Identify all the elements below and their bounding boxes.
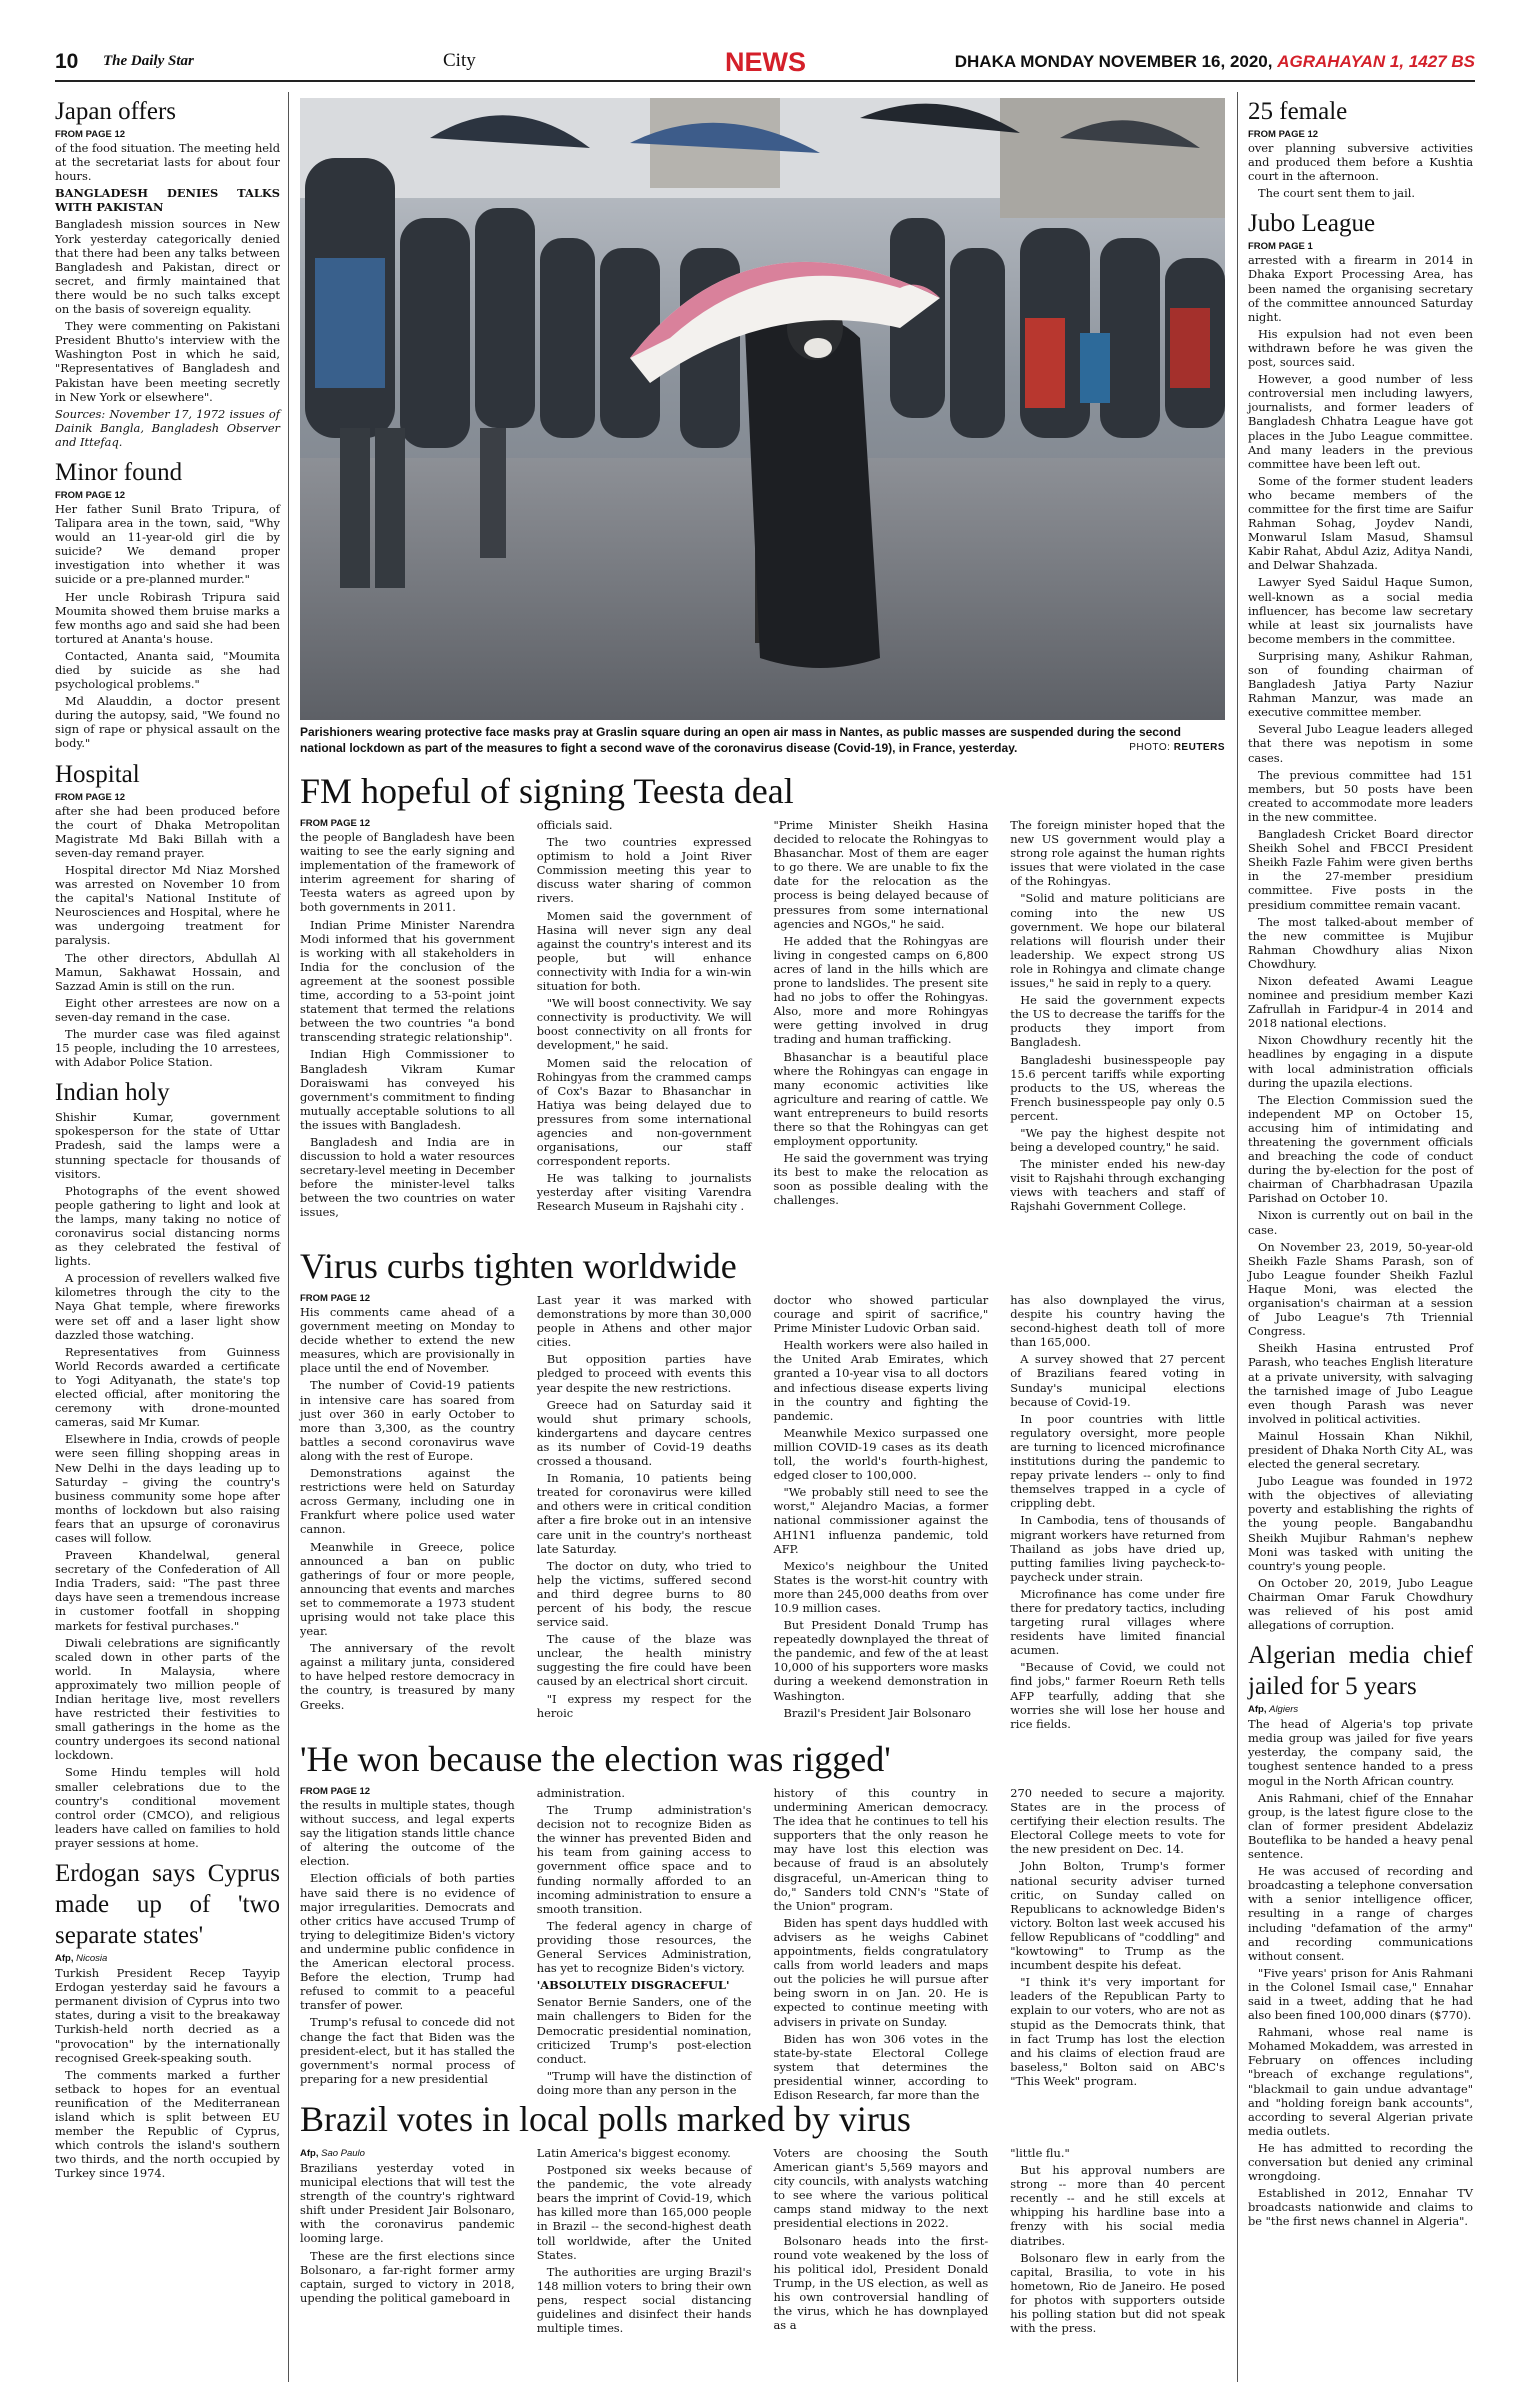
jump-label: FROM PAGE 12 xyxy=(1248,129,1319,140)
story-column xyxy=(774,2146,989,2338)
paragraph: Turkish President Recep Tayyip Erdogan yesterday said he favours a permanent division of Cyprus into two states, during a visit to the breakaway Turkish-held north decried as a "provocation" by the internationally recognised Greek-speaking south. xyxy=(55,1966,280,2065)
paragraph: "Trump will have the distinction of doing more than any person in the xyxy=(536,2068,752,2097)
paragraph: He was talking to journalists yesterday after visiting Varendra Research Museum in Rajshahi city . xyxy=(536,1171,752,1214)
paragraph: Md Alauddin, a doctor present during the autopsy, said, "We found no sign of rape or physical assault on the body." xyxy=(55,694,280,751)
newspaper-name: The Daily Star xyxy=(103,53,194,69)
paragraph: Established in 2012, Ennahar TV broadcasts nationwide and claims to be "the first news channel in Algeria". xyxy=(1248,2186,1473,2229)
paragraph: after she had been produced before the court of Dhaka Metropolitan Magistrate Md Baki Billah with a seven-day remand prayer. xyxy=(55,803,280,860)
paragraph: However, a good number of less controversial men including lawyers, journalists, and former leaders of Bangladesh Chhatra League have got places in the Jubo League committee. And many leaders in the previous committee have been left out. xyxy=(1248,372,1473,471)
story-column xyxy=(537,2146,752,2338)
paragraph: Praveen Khandelwal, general secretary of the Confederation of All India Traders, said: "The past three days have seen a tremendous increase in customer footfall in shopping markets for festival purchases." xyxy=(55,1548,280,1633)
paragraph: 270 needed to secure a majority. States are in the process of certifying their election results. The Electoral College meets to vote for the new president on Dec. 14. xyxy=(1010,1786,1225,1857)
story-column xyxy=(774,818,989,1223)
story-column xyxy=(537,1786,752,2105)
paragraph: Some of the former student leaders who became members of the committee for the first time are Saifur Rahman Sohag, Joydev Nandi, Monwarul Islam Masud, Shamsul Kabir Rahat, Abdul Aziz, Aditya Nandi, and Delwar Shahzada. xyxy=(1248,473,1473,573)
paragraph: Elsewhere in India, crowds of people were seen filling shopping areas in New Delhi in the days leading up to Saturday – giving the country's business community some hope after months of lockdown but also raising fears that an upsurge of coronavirus cases will follow. xyxy=(55,1432,280,1545)
jump-label: FROM PAGE 12 xyxy=(300,1786,371,1797)
paragraph: In poor countries with little regulatory oversight, more people are turning to licenced microfinance institutions during the pandemic to repay private lenders -- only to find themselves trapped in a cycle of crippling debt. xyxy=(1010,1411,1225,1511)
paragraph: They were commenting on Pakistani President Bhutto's interview with the Washington Post in which he said, "Representatives of Bangladesh and Pakistan have been meeting secretly in New York or elsewhere". xyxy=(55,319,280,404)
paragraph: The previous committee had 151 members, but 50 posts have been created to accommodate more leaders in the new committee. xyxy=(1248,767,1473,824)
paragraph: Surprising many, Ashikur Rahman, son of founding chairman of Bangladesh Jatiya Party Naziur Rahman Manzur, was made an executive committee member. xyxy=(1248,648,1473,720)
paragraph: "I express my respect for the heroic xyxy=(536,1691,752,1720)
paragraph: Brazil's President Jair Bolsonaro xyxy=(783,1705,971,1720)
paragraph: "Because of Covid, we could not find jobs," farmer Roeurn Reth tells AFP tearfully, adding that she worries she will lose her house and rice fields. xyxy=(1010,1660,1225,1731)
story-column xyxy=(300,1786,515,2105)
byline xyxy=(300,2148,515,2159)
paragraph: The authorities are urging Brazil's 148 million voters to bring their own pens, respect social distancing guidelines and disinfect their hands multiple times. xyxy=(536,2264,752,2336)
credit-label: PHOTO: xyxy=(1129,742,1171,753)
paragraph: The two countries expressed optimism to hold a Joint River Commission meeting this year to discuss water sharing of common rivers. xyxy=(536,835,752,906)
paragraph: These are the first elections since Bolsonaro, a far-right former army captain, surged to victory in 2018, upending the political gameboard in xyxy=(300,2248,515,2305)
paragraph: The most talked-about member of the new committee is Mujibur Rahman Chowdhury alias Nixon Chowdhury. xyxy=(1248,914,1473,971)
paragraph: Nixon defeated Awami League nominee and presidium member Kazi Zafrullah in Faridpur-4 in 2014 and 2018 national elections. xyxy=(1248,973,1473,1031)
paragraph: Bangladesh mission sources in New York yesterday categorically denied that there had been any talks between Bangladesh and Pakistan, direct or secret, and firmly maintained that there would be no such talks except on the basis of sovereign equality. xyxy=(55,217,280,317)
paragraph: Trump's refusal to concede did not change the fact that Biden was the president-elect, but it has stalled the government's normal process of preparing for a new presidential xyxy=(300,2015,515,2086)
paragraph: He has admitted to recording the conversation but denied any criminal wrongdoing. xyxy=(1248,2140,1473,2184)
paragraph: Sheikh Hasina entrusted Prof Parash, who teaches English literature at a private university, with salvaging the tarnished image of Jubo League even though Parash was never involved in political activities. xyxy=(1248,1341,1473,1426)
paragraph: The number of Covid-19 patients in intensive care has soared from just over 360 in early October to more than 3,300, as the country battles a second coronavirus wave along with the rest of Europe. xyxy=(300,1378,515,1463)
paragraph: He said the government expects the US to decrease the tariffs for the products they import from Bangladesh. xyxy=(1010,993,1225,1050)
story-column xyxy=(300,1293,515,1734)
date-text: DHAKA MONDAY NOVEMBER 16, 2020, xyxy=(954,52,1273,71)
subheading: 'ABSOLUTELY DISGRACEFUL' xyxy=(536,1978,730,1993)
story-teesta xyxy=(300,818,1225,1226)
headline-brazil: Brazil votes in local polls marked by virus xyxy=(300,2099,911,2139)
paragraph: Voters are choosing the South American giant's 5,569 mayors and city councils, with analysts watching to see where the various political camps stand midway to the next presidential elections in 2022. xyxy=(773,2146,989,2231)
headline-rigged: 'He won because the election was rigged' xyxy=(300,1739,891,1779)
jump-label: FROM PAGE 12 xyxy=(55,791,126,803)
paragraph: Nixon Chowdhury recently hit the headlines by engaging in a dispute with local administration officials during the upazila elections. xyxy=(1248,1033,1473,1090)
paragraph: Bolsonaro heads into the first-round vote weakened by the loss of his political idol, President Donald Trump, in the US election, as well as his own controversial handling of the virus, which he has downplayed as a xyxy=(773,2233,989,2333)
page-number: 10 xyxy=(55,50,79,73)
paragraph: In Romania, 10 patients being treated for coronavirus were killed and others were in critical condition after a fire broke out in an intensive care unit in the country's northeast late Saturday. xyxy=(536,1471,752,1556)
paragraph: Contacted, Ananta said, "Moumita died by suicide as she had psychological problems." xyxy=(55,648,280,692)
paragraph: Senator Bernie Sanders, one of the main challengers to Biden for the Democratic presidential nomination, criticized Trump's post-election conduct. xyxy=(536,1995,752,2066)
paragraph: Anis Rahmani, chief of the Ennahar group, is the latest figure close to the clan of former president Abdelaziz Bouteflika to be handed a heavy penal sentence. xyxy=(1248,1790,1473,1862)
paragraph: has also downplayed the virus, despite his country having the second-highest death toll of more than 165,000. xyxy=(1010,1293,1225,1350)
agency: Afp, xyxy=(300,2148,319,2159)
subheading: BANGLADESH DENIES TALKS WITH PAKISTAN xyxy=(55,186,280,215)
paragraph: Photographs of the event showed people gathering to light and look at the lamps, many taking no notice of coronavirus social distancing norms as they celebrated the festival of lights. xyxy=(55,1183,280,1269)
bangla-date: AGRAHAYAN 1, 1427 BS xyxy=(1277,52,1475,71)
paragraph: Postponed six weeks because of the pandemic, the vote already bears the imprint of Covid-19, which has killed more than 165,000 people in Brazil -- the second-highest death toll worldwide, after the United States. xyxy=(536,2163,752,2262)
paragraph: The doctor on duty, who tried to help the victims, suffered second and third degree burns to 80 percent of his body, the rescue service said. xyxy=(536,1558,752,1630)
byline xyxy=(55,1953,280,1964)
paragraph: Rahmani, whose real name is Mohamed Mokaddem, was arrested in February on offences including "breach of exchange regulations", "blackmail to gain undue advantage" and "holding foreign bank accounts", according to several Algerian private media outlets. xyxy=(1248,2025,1473,2138)
paragraph: Latin America's biggest economy. xyxy=(536,2146,731,2160)
headline-minor: Minor found xyxy=(55,458,183,486)
paragraph: officials said. xyxy=(536,818,613,832)
paragraph: His expulsion had not even been withdrawn before he was given the post, sources said. xyxy=(1248,326,1473,370)
dateline-place: Nicosia xyxy=(76,1953,108,1965)
dateline xyxy=(955,52,1475,72)
paragraph: Election officials of both parties have said there is no evidence of major irregularities. Democrats and other critics have accused Trump of trying to delegitimize Biden's victory and undermine public confidence in the American electoral process. Before the election, Trump had refused to commit to a peaceful transfer of power. xyxy=(300,1871,515,2013)
paragraph: the results in multiple states, though without success, and legal experts say the litigation stands little chance of altering the outcome of the election. xyxy=(300,1798,515,1869)
paragraph: Diwali celebrations are significantly scaled down in other parts of the world. In Malaysia, where approximately two million people of Indian heritage live, most revellers have restricted their festivities to small gatherings in the home as the country undergoes its second national lockdown. xyxy=(55,1635,280,1763)
section-name: City xyxy=(443,50,476,71)
headline-jubo-league: Jubo League xyxy=(1248,210,1376,238)
paragraph: Biden has spent days huddled with advisers as he weighs Cabinet appointments, fields congratulatory calls from world leaders and maps out the policies he will pursue after being sworn in on Jan. 20. He is expected to continue meeting with advisers in private on Sunday. xyxy=(773,1915,989,2029)
paragraph: Mexico's neighbour the United States is the worst-hit country with more than 245,000 deaths from over 10.9 million cases. xyxy=(773,1558,989,1615)
paragraph: Her uncle Robirash Tripura said Moumita showed them bruise marks a few months ago and said she had been tortured at Ananta's house. xyxy=(55,589,280,646)
paragraph: the people of Bangladesh have been waiting to see the early signing and implementation of the framework of interim agreement for sharing of Teesta waters as agreed upon by both governments in 2011. xyxy=(300,830,515,915)
paragraph: "I think it's very important for leaders of the Republican Party to explain to our voters, who are not as stupid as the Democrats think, that in fact Trump has lost the election and his claims of election fraud are baseless," Bolton said on ABC's "This Week" program. xyxy=(1010,1975,1225,2088)
paragraph: "Five years' prison for Anis Rahmani in the Colonel Ismail case," Ennahar said in a tweet, adding that he had also been fined 100,000 dinars ($770). xyxy=(1248,1965,1473,2023)
paragraph: But President Donald Trump has repeatedly downplayed the threat of the pandemic, and few of the at least 10,000 of his supporters wore masks during a weekend demonstration in Washington. xyxy=(773,1618,989,1703)
story-column xyxy=(300,2146,515,2338)
paragraph: Representatives from Guinness World Records awarded a certificate to Yogi Adityanath, the state's top elected official, after monitoring the ceremony with drone-mounted cameras, said Mr Kumar. xyxy=(55,1344,280,1430)
paragraph: The Election Commission sued the independent MP on October 15, accusing him of intimidating and threatening the government officials and breaching the code of conduct during the by-election for the post of chairman of Charbhadrasan Upazila Parishad on October 10. xyxy=(1248,1092,1473,1206)
paragraph: Bolsonaro flew in early from the capital, Brasilia, to vote in his hometown, Rio de Janeiro. He posed for photos with supporters outside his polling station but did not speak with the press. xyxy=(1010,2250,1225,2336)
paragraph: The Trump administration's decision not to recognize Biden as the winner has prevented Biden and his team from gaining access to government office space and to funding normally afforded to an incoming administration to ensure a smooth transition. xyxy=(536,1803,752,1916)
jump-label: FROM PAGE 12 xyxy=(300,1293,371,1304)
paragraph: of the food situation. The meeting held at the secretariat lasts for about four hours. xyxy=(55,141,280,184)
paragraph: Microfinance has come under fire there for predatory tactics, including targeting rural villages where residents have limited financial acumen. xyxy=(1010,1586,1225,1658)
paragraph: Bhasanchar is a beautiful place where the Rohingyas can engage in many economic activities like agriculture and rearing of cattle. We want entrepreneurs to build resorts there so that the Rohingyas can get employment opportunity. xyxy=(773,1049,989,1149)
photo-caption xyxy=(300,724,1225,756)
paragraph: doctor who showed particular courage and spirit of sacrifice," Prime Minister Ludovic Orban said. xyxy=(773,1293,989,1336)
paragraph: The comments marked a further setback to hopes for an eventual reunification of the Mediterranean island which is split between EU member the Republic of Cyprus, which controls the island's southern two thirds, and the north occupied by Turkey since 1974. xyxy=(55,2067,280,2181)
paragraph: arrested with a firearm in 2014 in Dhaka Export Processing Area, has been named the organising secretary of the committee announced Saturday night. xyxy=(1248,253,1473,324)
news-photo xyxy=(300,98,1225,720)
paragraph: Momen said the relocation of Rohingyas from the crammed camps of Cox's Bazar to Bhasanchar in Hatiya was being delayed due to pressures from some international agencies and non-government organisations, our staff correspondent reports. xyxy=(536,1055,752,1169)
story-column xyxy=(300,818,515,1223)
paragraph: He said the government was trying its best to make the relocation as soon as possible dealing with the challenges. xyxy=(773,1151,989,1208)
jump-label: FROM PAGE 12 xyxy=(55,129,126,140)
paragraph: Demonstrations against the restrictions were held on Saturday across Germany, including one in Frankfurt where police used water cannon. xyxy=(300,1466,515,1537)
page-header xyxy=(55,47,1475,82)
column-rule-left xyxy=(288,92,289,2382)
story-column xyxy=(537,1293,752,1734)
paragraph: Indian High Commissioner to Bangladesh Vikram Kumar Doraiswami has conveyed his government's commitment to finding mutually acceptable solutions to all the issues with Bangladesh. xyxy=(300,1047,515,1132)
paragraph: over planning subversive activities and produced them before a Kushtia court in the afternoon. xyxy=(1248,141,1473,184)
paragraph: He added that the Rohingyas are living in congested camps on 6,800 acres of land in the hills which are prone to landslides. The present site had no jobs to offer the Rohingyas. Also, more and more Rohingyas were getting involved in drug trading and human trafficking. xyxy=(773,933,989,1047)
paragraph: Her father Sunil Brato Tripura, of Talipara area in the town, said, "Why would an 11-year-old girl die by suicide? We demand proper investigation into whether it was suicide or a pre-planned murder." xyxy=(55,501,280,587)
paragraph: Indian Prime Minister Narendra Modi informed that his government is working with all stakeholders in India for the conclusion of the agreement at the soonest possible time, according to a 53-point joint statement that termed the relations between the two countries "a bond transcending strategic relationship". xyxy=(300,917,515,1045)
jump-label: FROM PAGE 12 xyxy=(55,489,126,501)
paragraph: The federal agency in charge of providing those resources, the General Services Administration, has yet to recognize Biden's victory. xyxy=(536,1918,752,1976)
paragraph: Meanwhile Mexico surpassed one million COVID-19 cases as its death toll, the world's fourth-highest, edged closer to 100,000. xyxy=(773,1425,989,1483)
caption-text: Parishioners wearing protective face masks pray at Graslin square during an open air mass in Nantes, as public masses are suspended during the second national lockdown as part of the measures to fight a second wave of the coronavirus disease (Covid-19), in France, yesterday. xyxy=(300,725,1181,755)
paragraph: Brazilians yesterday voted in municipal elections that will test the strength of the country's rightward shift under President Jair Bolsonaro, with the coronavirus pandemic looming large. xyxy=(300,2161,515,2246)
headline-indian-holy: Indian holy xyxy=(55,1079,170,1107)
paragraph: Lawyer Syed Saidul Haque Sumon, well-known as a social media influencer, has become law secretary while at least six journalists have become members in the committee. xyxy=(1248,575,1473,646)
story-column xyxy=(1010,1786,1225,2105)
headline-japan: Japan offers xyxy=(55,98,177,125)
jump-label: FROM PAGE 1 xyxy=(1248,241,1313,253)
jump-label: FROM PAGE 12 xyxy=(300,818,371,829)
agency: Afp, xyxy=(1248,1704,1267,1716)
byline xyxy=(1248,1704,1473,1715)
paragraph: His comments came ahead of a government meeting on Monday to decide whether to extend the new measures, which are provisionally in place until the end of November. xyxy=(300,1305,515,1376)
dateline-place: Sao Paulo xyxy=(321,2148,365,2159)
paragraph: Bangladeshi businesspeople pay 15.6 percent tariffs while exporting products to the US, whereas the French businesspeople pay only 0.5 percent. xyxy=(1010,1052,1225,1123)
story-rigged xyxy=(300,1786,1225,2102)
story-virus xyxy=(300,1293,1225,1731)
paragraph: Biden has won 306 votes in the state-by-state Electoral College system that determines the presidential winner, according to Edison Research, far more than the xyxy=(773,2031,989,2102)
photo-credit xyxy=(1129,740,1225,756)
story-column xyxy=(537,818,752,1223)
paragraph: He was accused of recording and broadcasting a telephone conversation with a senior intelligence officer, resulting in a range of charges including "defamation of the army" and recording communications without consent. xyxy=(1248,1864,1473,1963)
news-label: NEWS xyxy=(725,47,806,77)
column-rule-right xyxy=(1237,92,1238,2382)
paragraph: Meanwhile in Greece, police announced a ban on public gatherings of four or more people, announcing that events and marches set to commemorate a 1973 student uprising would not take place this year. xyxy=(300,1539,515,1639)
paragraph: Greece had on Saturday said it would shut primary schools, kindergartens and daycare centres as its number of Covid-19 deaths crossed a thousand. xyxy=(536,1397,752,1469)
paragraph: The murder case was filed against 15 people, including the 10 arrestees, with Adabor Police Station. xyxy=(55,1026,280,1070)
paragraph: Bangladesh and India are in discussion to hold a water resources secretary-level meeting in December before the minister-level talks between the two countries on water issues, xyxy=(300,1134,515,1220)
paragraph: But his approval numbers are strong -- more than 40 percent recently -- and he still excels at whipping his hardline base into a frenzy with his social media diatribes. xyxy=(1010,2163,1225,2248)
story-column xyxy=(774,1786,989,2105)
headline-erdogan: Erdogan says Cyprus made up of 'two separate states' xyxy=(55,1860,280,1950)
paragraph: Mainul Hossain Khan Nikhil, president of Dhaka North City AL, was elected the general secretary. xyxy=(1248,1428,1473,1472)
story-column xyxy=(774,1293,989,1734)
headline-hospital: Hospital xyxy=(55,760,140,788)
paragraph: "We will boost connectivity. We say connectivity is productivity. We will boost connectivity on all fronts for development," he said. xyxy=(536,996,752,1053)
paragraph: Health workers were also hailed in the United Arab Emirates, which granted a 10-year visa to all doctors and infectious disease experts living in the country and fighting the pandemic. xyxy=(773,1338,989,1423)
credit-source: REUTERS xyxy=(1173,742,1225,753)
paragraph: But opposition parties have pledged to proceed with events this year despite the new restrictions. xyxy=(536,1352,752,1395)
headline-algerian: Algerian media chief jailed for 5 years xyxy=(1248,1642,1473,1701)
paragraph: Shishir Kumar, government spokesperson for the state of Uttar Pradesh, said the lamps were a stunning spectacle for thousands of visitors. xyxy=(55,1110,280,1181)
paragraph: Some Hindu temples will hold smaller celebrations due to the country's conditional movement control order (CMCO), and religious leaders have called on families to hold prayer sessions at home. xyxy=(55,1765,280,1850)
sources-note: Sources: November 17, 1972 issues of Dainik Bangla, Bangladesh Observer and Ittefaq. xyxy=(55,406,280,449)
paragraph: John Bolton, Trump's former national security adviser turned critic, on Sunday called on Republicans to acknowledge Biden's victory. Bolton last week accused his fellow Republicans of "coddling" and "kowtowing" to Trump as the incumbent despite his defeat. xyxy=(1010,1859,1225,1973)
paragraph: history of this country in undermining American democracy. The idea that he continues to tell his supporters that the only reason he may have lost this election was because of fraud is an absolutely disgraceful, un-American thing to do," Sanders told CNN's "State of the Union" program. xyxy=(773,1786,989,1913)
paragraph: "We probably still need to see the worst," Alejandro Macias, a former national commissioner against the AH1N1 influenza pandemic, told AFP. xyxy=(773,1485,989,1556)
dateline-place: Algiers xyxy=(1269,1704,1299,1716)
paragraph: A procession of revellers walked five kilometres through the city to the Naya Ghat temple, where fireworks were set off and a laser light show dazzled those watching. xyxy=(55,1271,280,1342)
paragraph: Nixon is currently out on bail in the case. xyxy=(1248,1208,1473,1237)
paragraph: Eight other arrestees are now on a seven-day remand in the case. xyxy=(55,995,280,1024)
story-column xyxy=(1010,1293,1225,1734)
paragraph: The minister ended his new-day visit to Rajshahi through exchanging views with teachers and staff of Rajshahi Government College. xyxy=(1010,1157,1225,1214)
paragraph: Bangladesh Cricket Board director Sheikh Sohel and FBCCI President Sheikh Fazle Fahim were given berths in the 27-member presidium committee. Five posts in the presidium committee remain vacant. xyxy=(1248,827,1473,912)
paragraph: On October 20, 2019, Jubo League Chairman Omar Faruk Chowdhury was relieved of his post amid allegations of corruption. xyxy=(1248,1575,1473,1633)
right-column xyxy=(1248,96,1473,2386)
story-column xyxy=(1010,2146,1225,2338)
left-column xyxy=(55,96,280,2386)
paragraph: A survey showed that 27 percent of Brazilians feared voting in Sunday's municipal elections because of Covid-19. xyxy=(1010,1352,1225,1409)
paragraph: "little flu." xyxy=(1010,2146,1070,2160)
paragraph: The anniversary of the revolt against a military junta, considered to have helped restore democracy in the country, is treasured by many Greeks. xyxy=(300,1641,515,1712)
headline-virus: Virus curbs tighten worldwide xyxy=(300,1246,737,1286)
paragraph: Momen said the government of Hasina will never sign any deal against the country's interest and its people, but will enhance connectivity with India for a win-win situation for both. xyxy=(536,908,752,994)
paragraph: "Prime Minister Sheikh Hasina decided to relocate the Rohingyas to Bhasanchar. Most of them are eager to go there. We are unable to fix the date for the relocation as the process is being delayed because of pressures from some international agencies and NGOs," he said. xyxy=(773,818,989,931)
paragraph: The cause of the blaze was unclear, the health ministry suggesting the fire could have been caused by an electrical short circuit. xyxy=(536,1632,752,1689)
story-column xyxy=(1010,818,1225,1223)
paragraph: Last year it was marked with demonstrations by more than 30,000 people in Athens and other major cities. xyxy=(536,1293,752,1350)
paragraph: "We pay the highest despite not being a developed country," he said. xyxy=(1010,1125,1225,1155)
headline-25-female: 25 female xyxy=(1248,98,1348,125)
agency: Afp, xyxy=(55,1953,74,1965)
paragraph: Jubo League was founded in 1972 with the objectives of alleviating poverty and establishing the rights of the young people. Bangabandhu Sheikh Mujibur Rahman's nephew Moni was tasked with uniting the country's young people. xyxy=(1248,1474,1473,1573)
paragraph: The other directors, Abdullah Al Mamun, Sakhawat Hossain, and Sazzad Amin is still on the run. xyxy=(55,950,280,993)
paragraph: Hospital director Md Niaz Morshed was arrested on November 10 from the capital's National Institute of Neurosciences and Hospital, where he was undergoing treatment for paralysis. xyxy=(55,862,280,948)
paragraph: administration. xyxy=(536,1786,625,1800)
headline-teesta: FM hopeful of signing Teesta deal xyxy=(300,771,794,811)
paragraph: On November 23, 2019, 50-year-old Sheikh Fazle Shams Parash, son of Jubo League founder Sheikh Fazlul Haque Moni, was elected the organisation's chairman at a session of Jubo League's 7th Triennial Congress. xyxy=(1248,1239,1473,1339)
paragraph: The foreign minister hoped that the new US government would play a strong role against the human rights issues that were violated in the case of the Rohingyas. xyxy=(1010,818,1225,889)
story-brazil xyxy=(300,2146,1225,2388)
paragraph: The head of Algeria's top private media group was jailed for five years yesterday, the company said, the toughest sentence handed to a press mogul in the North African country. xyxy=(1248,1717,1473,1788)
paragraph: In Cambodia, tens of thousands of migrant workers have returned from Thailand as jobs have dried up, putting families living paycheck-to-paycheck under strain. xyxy=(1010,1513,1225,1584)
paragraph: "Solid and mature politicians are coming into the new US government. We hope our bilateral relations will flourish under their leadership. We expect strong US role in Rohingya and climate change issues," he said in reply to a query. xyxy=(1010,891,1225,991)
paragraph: Several Jubo League leaders alleged that there was nepotism in some cases. xyxy=(1248,722,1473,765)
paragraph: The court sent them to jail. xyxy=(1258,186,1415,201)
